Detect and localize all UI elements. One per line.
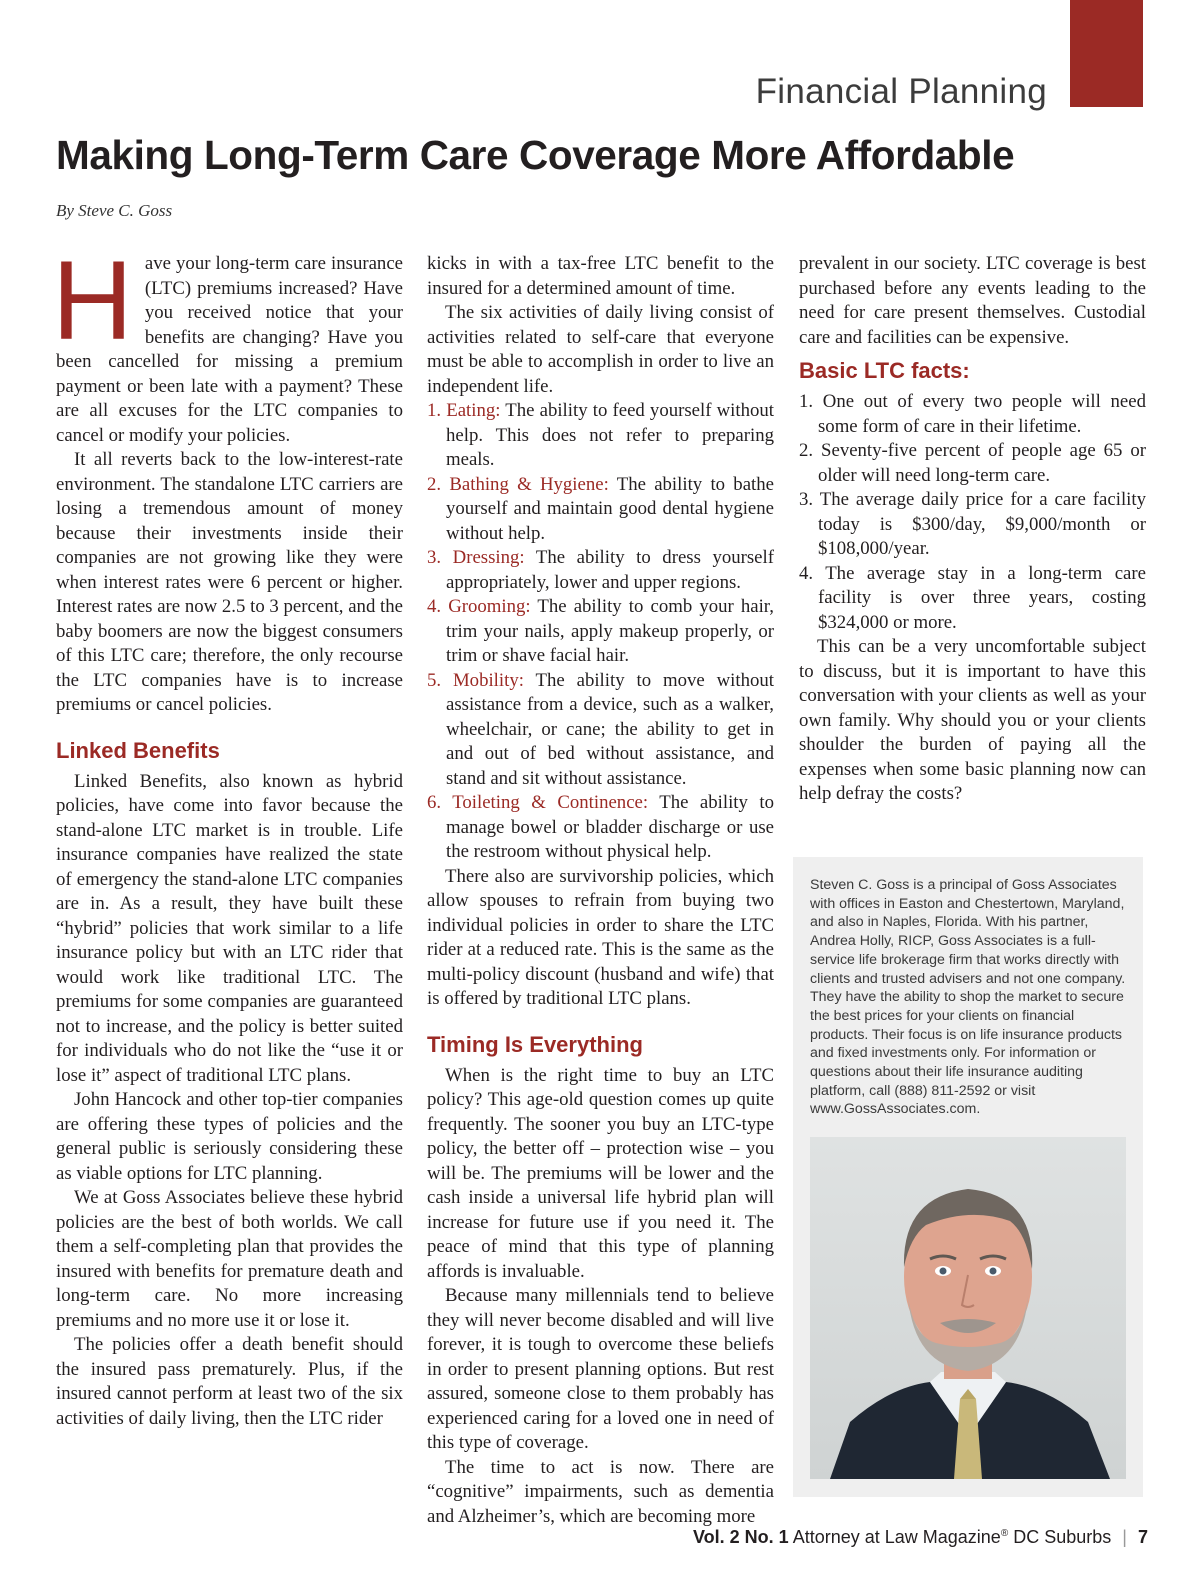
page-number: 7 [1137, 1527, 1148, 1547]
list-item: 2. Bathing & Hygiene: The ability to bathe yourself and maintain good dental hygiene without help. [427, 473, 774, 544]
adl-list [427, 399, 774, 865]
subhead-linked-benefits: Linked Benefits [56, 737, 220, 763]
byline: By Steve C. Goss [56, 201, 173, 220]
list-item: 3. Dressing: The ability to dress yourself appropriately, lower and upper regions. [427, 547, 774, 593]
article-column-3 [799, 252, 1146, 807]
list-item: 4. The average stay in a long-term care facility is over three years, costing $324,000 or more. [799, 562, 1146, 633]
author-photo [810, 1137, 1126, 1479]
body-paragraph: kicks in with a tax-free LTC benefit to the insured for a determined amount of time. [427, 253, 774, 299]
body-paragraph: The six activities of daily living consist of activities related to self-care that everyone must be able to accomplish in order to live an independent life. [427, 302, 774, 397]
author-portrait-icon [810, 1137, 1126, 1479]
page-footer [693, 1527, 1148, 1548]
magazine-name: Attorney at Law Magazine [792, 1527, 1001, 1547]
subhead-basic-facts: Basic LTC facts: [799, 358, 970, 383]
body-paragraph: prevalent in our society. LTC coverage is best purchased before any events leading to the need for care present themselves. Custodial care and facilities can be expensive. [799, 253, 1146, 348]
intro-paragraph: Have your long-term care insurance (LTC) premiums increased? Have you received notice that your benefits are changing? Have you been cancelled for missing a premium payment or been late with a payment? These are all excuses for the LTC companies to cancel or modify your policies. [52, 238, 403, 446]
body-paragraph: When is the right time to buy an LTC policy? This age-old question comes up quite frequently. The sooner you buy an LTC-type policy, the better off – protection wise – you will be. The premiums will be lower and the cash inside a universal life hybrid plan will increase for future use if you need it. The peace of mind that this type of planning affords is invaluable. [427, 1064, 774, 1282]
list-item: 1. Eating: The ability to feed yourself without help. This does not refer to preparing meals. [427, 400, 774, 470]
volume-label: Vol. 2 No. 1 [693, 1527, 789, 1547]
edition-name: DC Suburbs [1013, 1527, 1112, 1547]
author-bio-box [793, 857, 1143, 1497]
body-paragraph: The policies offer a death benefit should the insured pass prematurely. Plus, if the insured cannot perform at least two of the six activities of daily living, then the LTC rider [56, 1334, 403, 1429]
body-paragraph: There also are survivorship policies, which allow spouses to refrain from buying two individual policies in order to share the LTC rider at a reduced rate. This is the same as the multi-policy discount (husband and wife) that is offered by traditional LTC plans. [427, 865, 774, 1009]
facts-list [799, 390, 1146, 635]
body-paragraph: The time to act is now. There are “cognitive” impairments, such as dementia and Alzheimer’s, which are becoming more [427, 1456, 774, 1527]
body-paragraph: Linked Benefits, also known as hybrid policies, have come into favor because the stand-alone LTC market is in trouble. Life insurance companies have realized the state of emergency the stand-alone LTC companies are in. As a result, they have built these “hybrid” policies that work similar to a life insurance policy but with an LTC rider that would work like traditional LTC. The premiums for some companies are guaranteed not to increase, and the policy is better suited for individuals who do not like the “use it or lose it” aspect of traditional LTC plans. [56, 770, 403, 1086]
drop-cap: H [52, 238, 133, 363]
list-item: 5. Mobility: The ability to move without assistance from a device, such as a walker, wheelchair, or cane; the ability to get in and out of bed without assistance, and stand and sit without assistance. [427, 669, 774, 789]
article-column-2 [427, 252, 774, 1529]
article-headline: Making Long-Term Care Coverage More Affordable [56, 132, 1015, 178]
body-paragraph: Because many millennials tend to believe they will never become disabled and will live forever, it is tough to overcome these beliefs in order to present planning options. But rest assured, someone close to them probably has experienced caring for a loved one in need of this type of coverage. [427, 1285, 774, 1453]
body-paragraph: John Hancock and other top-tier companies are offering these types of policies and the general public is seriously considering these as viable options for LTC planning. [56, 1089, 403, 1184]
author-bio-text: Steven C. Goss is a principal of Goss Associates with offices in Easton and Chestertown, Maryland, and also in Naples, Florida. With his partner, Andrea Holly, RICP, Goss Associates is a full-service life brokerage firm that works directly with clients and trusted advisers and not one company. They have the ability to shop the market to secure the best prices for your clients on financial products. Their focus is on life insurance products and fixed investments only. For information or questions about their life insurance auditing platform, call (888) 811-2592 or visit www.GossAssociates.com. [810, 877, 1126, 1118]
section-color-tab [1070, 0, 1143, 107]
list-item: 4. Grooming: The ability to comb your hair, trim your nails, apply makeup properly, or trim or shave facial hair. [427, 596, 774, 666]
list-item: 6. Toileting & Continence: The ability to manage bowel or bladder discharge or use the restroom without physical help. [427, 792, 774, 862]
article-column-1 [52, 238, 403, 1431]
subhead-timing: Timing Is Everything [427, 1031, 643, 1057]
body-paragraph: This can be a very uncomfortable subject to discuss, but it is important to have this conversation with your clients as well as your own family. Why should you or your clients shoulder the burden of paying all the expenses when some basic planning now can help defray the costs? [799, 636, 1146, 804]
registered-mark: ® [1000, 1528, 1009, 1539]
list-item: 3. The average daily price for a care facility today is $300/day, $9,000/month or $108,000/year. [799, 489, 1146, 559]
body-paragraph: It all reverts back to the low-interest-rate environment. The standalone LTC carriers are losing a tremendous amount of money because their investments inside their companies are not growing like they were when interest rates were 6 percent or higher. Interest rates are now 2.5 to 3 percent, and the baby boomers are now the biggest consumers of this LTC care; therefore, the only recourse the LTC companies have is to increase premiums or cancel policies. [56, 449, 403, 715]
footer-separator: | [1122, 1527, 1127, 1547]
list-item: 1. One out of every two people will need some form of care in their lifetime. [799, 391, 1146, 437]
body-paragraph: We at Goss Associates believe these hybrid policies are the best of both worlds. We call them a self-completing plan that provides the insured with benefits for premature death and long-term care. No more increasing premiums and no more use it or lose it. [56, 1187, 403, 1331]
list-item: 2. Seventy-five percent of people age 65 or older will need long-term care. [799, 440, 1147, 486]
section-label: Financial Planning [755, 72, 1047, 111]
